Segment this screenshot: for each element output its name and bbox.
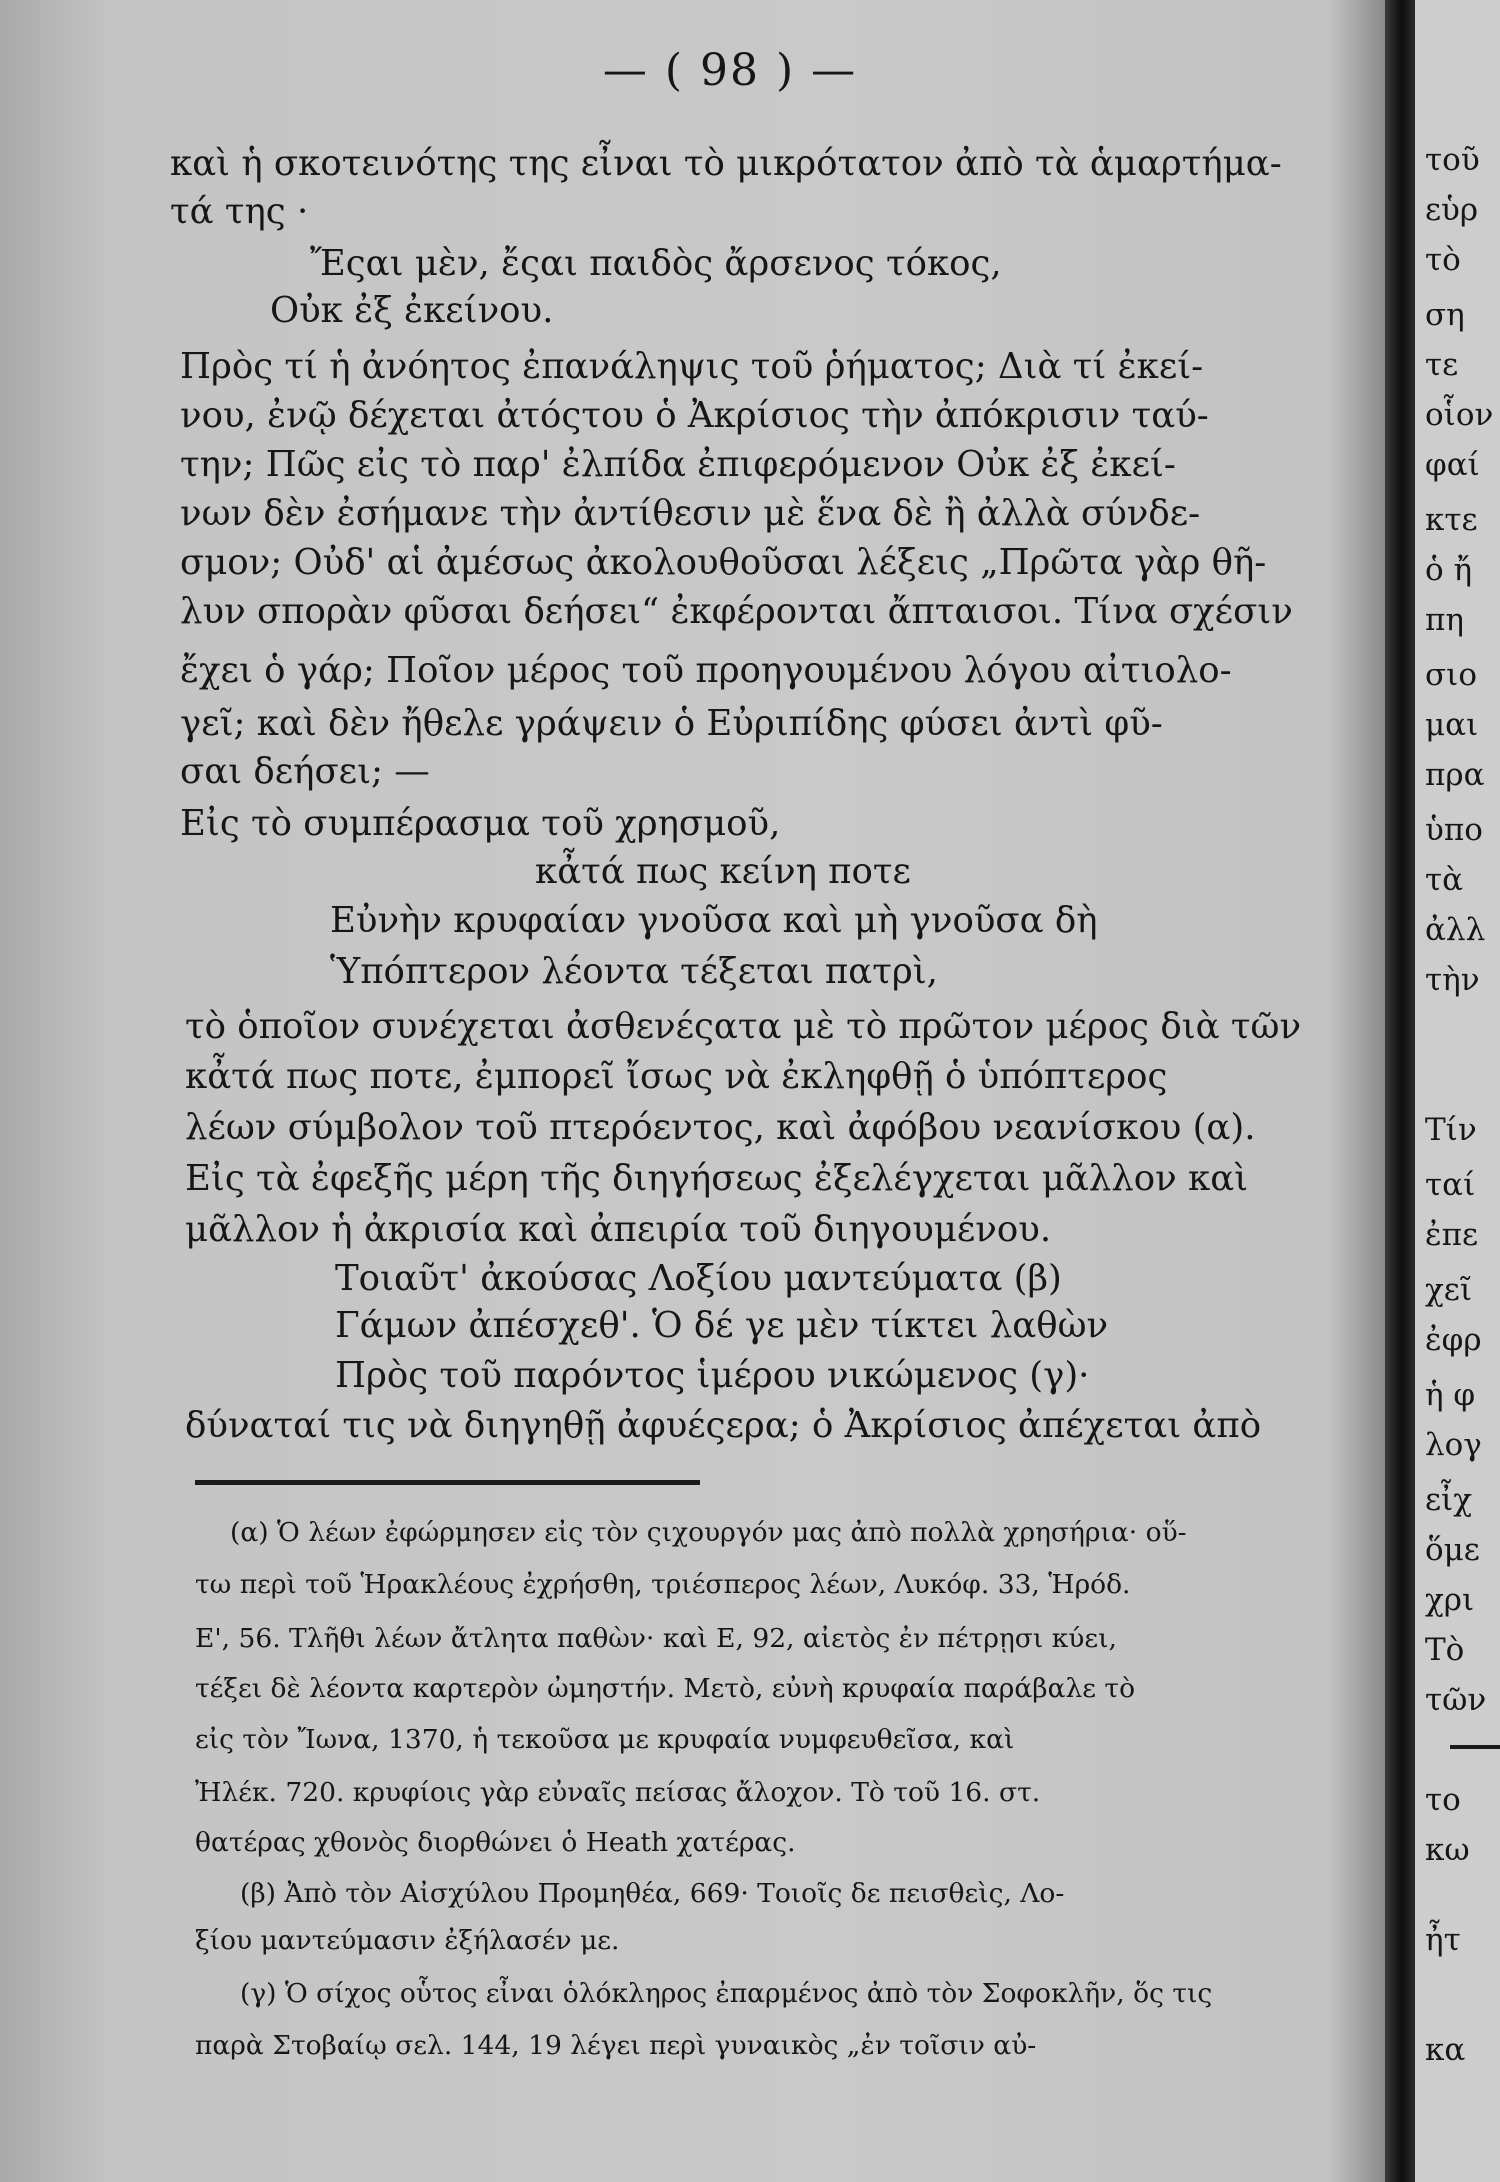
facing-page-fragment: τὴν [1425,962,1480,998]
facing-page-edge [1415,0,1500,2182]
facing-page-fragment: σιο [1425,657,1477,693]
footnote-line: ξίου μαντεύμασιν ἐξήλασέν με. [195,1925,620,1956]
text-line: δύναταί τις νὰ διηγηθῇ ἀφυέςερα; ὁ Ἀκρίσιος ἀπέχεται ἀπὸ [185,1405,1262,1446]
facing-page-fragment: τὸ [1425,242,1461,278]
page-number: — ( 98 ) — [602,45,858,96]
footnote-line: θατέρας χθονὸς διορθώνει ὁ Heath χατέρας. [195,1827,796,1858]
text-line: σμον; Οὐδ' αἱ ἀμέσως ἀκολουθοῦσαι λέξεις „Πρῶτα γὰρ θῆ- [180,542,1267,583]
facing-page-fragment: ἐφρ [1425,1322,1482,1358]
facing-page-fragment: ἐπε [1425,1217,1479,1253]
book-gutter [1385,0,1415,2182]
text-line: σαι δεήσει; — [180,751,430,792]
facing-page-fragment: κα [1425,2032,1466,2068]
verse-line: Οὐκ ἐξ ἐκείνου. [270,290,554,331]
facing-page-fragment: πρα [1425,757,1485,793]
text-line: λέων σύμβολον τοῦ πτερόεντος, καὶ ἀφόβου νεανίσκου (α). [185,1107,1256,1148]
footnote-line: τω περὶ τοῦ Ἡρακλέους ἐχρήσθη, τριέσπερος λέων, Λυκόφ. 33, Ἡρόδ. [195,1569,1131,1600]
text-line: νων δὲν ἐσήμανε τὴν ἀντίθεσιν μὲ ἕνα δὲ ἢ ἀλλὰ σύνδε- [180,493,1201,534]
text-line: Εἰς τὰ ἐφεξῆς μέρη τῆς διηγήσεως ἐξελέγχεται μᾶλλον καὶ [185,1158,1249,1199]
facing-page-fragment: φαί [1425,447,1480,483]
facing-page-fragment: πη [1425,602,1464,638]
footnote-rule [195,1480,700,1485]
text-line: μᾶλλον ἡ ἀκρισία καὶ ἀπειρία τοῦ διηγουμένου. [185,1209,1052,1250]
facing-page-fragment: το [1425,1782,1461,1818]
facing-page-fragment: τὰ [1425,862,1464,898]
footnote-line: τέξει δὲ λέοντα καρτερὸν ὠμηστήν. Μετὸ, εὐνὴ κρυφαία παράβαλε τὸ [195,1673,1136,1704]
text-line: τὸ ὁποῖον συνέχεται ἀσθενέςατα μὲ τὸ πρῶτον μέρος διὰ τῶν [185,1006,1302,1047]
facing-page-fragment: τε [1425,347,1459,383]
text-line: καὶ ἡ σκοτεινότης της εἶναι τὸ μικρότατον ἀπὸ τὰ ἁμαρτήμα- [170,143,1282,184]
facing-page-fragment: ἡ φ [1425,1377,1476,1413]
facing-page-fragment: εἶχ [1425,1482,1472,1518]
footnote-line: (γ) Ὁ σίχος οὗτος εἶναι ὁλόκληρος ἐπαρμένος ἀπὸ τὸν Σοφοκλῆν, ὅς τις [240,1978,1213,2009]
facing-page-fragment: χεῖ [1425,1272,1472,1308]
footnote-line: (β) Ἀπὸ τὸν Αἰσχύλου Προμηθέα, 669· Τοιοῖς δε πεισθεὶς, Λο- [240,1878,1065,1909]
facing-page-fragment: κω [1425,1832,1470,1868]
facing-page-fragment: τοῦ [1425,142,1480,178]
facing-page-fragment: κτε [1425,502,1478,538]
text-line: λυν σπορὰν φῦσαι δεήσει“ ἐκφέρονται ἄπταισοι. Τίνα σχέσιν [180,591,1293,632]
facing-page-fragment: λογ [1425,1427,1482,1463]
text-line: νου, ἐνῷ δέχεται ἀτόςτου ὁ Ἀκρίσιος τὴν ἀπόκρισιν ταύ- [180,395,1209,436]
facing-page-fragment: ση [1425,297,1465,333]
facing-page-fragment: Τὸ [1425,1632,1465,1668]
verse-line: Ὑπόπτερον λέοντα τέξεται πατρὶ, [330,951,938,992]
verse-line: Πρὸς τοῦ παρόντος ἱμέρου νικώμενος (γ)· [335,1355,1090,1396]
facing-page-fragment: ὅμε [1425,1532,1480,1568]
facing-page-fragment: ἀλλ [1425,912,1486,948]
text-line: κἆτά πως ποτε, ἐμπορεῖ ἴσως νὰ ἐκληφθῇ ὁ ὑπόπτερος [185,1056,1168,1097]
facing-page-fragment: ὑπο [1425,812,1483,848]
footnote-line: εἰς τὸν Ἴωνα, 1370, ἡ τεκοῦσα με κρυφαία νυμφευθεῖσα, καὶ [195,1724,1015,1755]
facing-page-fragment: ταί [1425,1167,1476,1203]
footnote-line: (α) Ὁ λέων ἐφώρμησεν εἰς τὸν ςιχουργόν μας ἀπὸ πολλὰ χρησήρια· οὕ- [230,1517,1187,1548]
facing-page-fragment: Τίν [1425,1112,1477,1148]
facing-page-fragment: ἦτ [1425,1922,1461,1958]
text-line: Πρὸς τί ἡ ἀνόητος ἐπανάληψις τοῦ ῥήματος; Διὰ τί ἐκεί- [180,346,1204,387]
facing-page-fragment: χρι [1425,1582,1475,1618]
verse-line: Τοιαῦτ' ἀκούσας Λοξίου μαντεύματα (β) [335,1258,1062,1299]
text-line: την; Πῶς εἰς τὸ παρ' ἐλπίδα ἐπιφερόμενον Οὐκ ἐξ ἐκεί- [180,444,1176,485]
facing-page-fragment: μαι [1425,707,1479,743]
text-line: Εἰς τὸ συμπέρασμα τοῦ χρησμοῦ, [180,803,781,844]
verse-line: κἆτά πως κείνη ποτε [535,851,911,892]
verse-line: Ἔςαι μὲν, ἔςαι παιδὸς ἄρσενος τόκος, [310,243,1002,284]
facing-page-fragment: τῶν [1425,1682,1487,1718]
facing-page-fragment: ὁ ἤ [1425,552,1473,588]
verse-line: Γάμων ἀπέσχεθ'. Ὁ δέ γε μὲν τίκτει λαθὼν [335,1305,1109,1346]
footnote-line: Ἠλέκ. 720. κρυφίοις γὰρ εὐναῖς πείσας ἄλοχον. Τὸ τοῦ 16. στ. [195,1777,1041,1808]
text-line: ἔχει ὁ γάρ; Ποῖον μέρος τοῦ προηγουμένου λόγου αἰτιολο- [180,650,1232,691]
verse-line: Εὐνὴν κρυφαίαν γνοῦσα καὶ μὴ γνοῦσα δὴ [330,900,1098,941]
text-line: τά της · [170,191,309,232]
facing-page-rule [1450,1745,1500,1749]
facing-page-fragment: οἷον [1425,397,1494,433]
facing-page-fragment: εὑρ [1425,192,1479,228]
footnote-line: παρὰ Στοβαίῳ σελ. 144, 19 λέγει περὶ γυναικὸς „ἐν τοῖσιν αὐ- [195,2030,1037,2061]
footnote-line: Ε', 56. Τλῆθι λέων ἄτλητα παθὼν· καὶ Ε, 92, αἰετὸς ἐν πέτρῃσι κύει, [195,1623,1117,1654]
text-line: γεῖ; καὶ δὲν ἤθελε γράψειν ὁ Εὐριπίδης φύσει ἀντὶ φῦ- [180,703,1163,744]
